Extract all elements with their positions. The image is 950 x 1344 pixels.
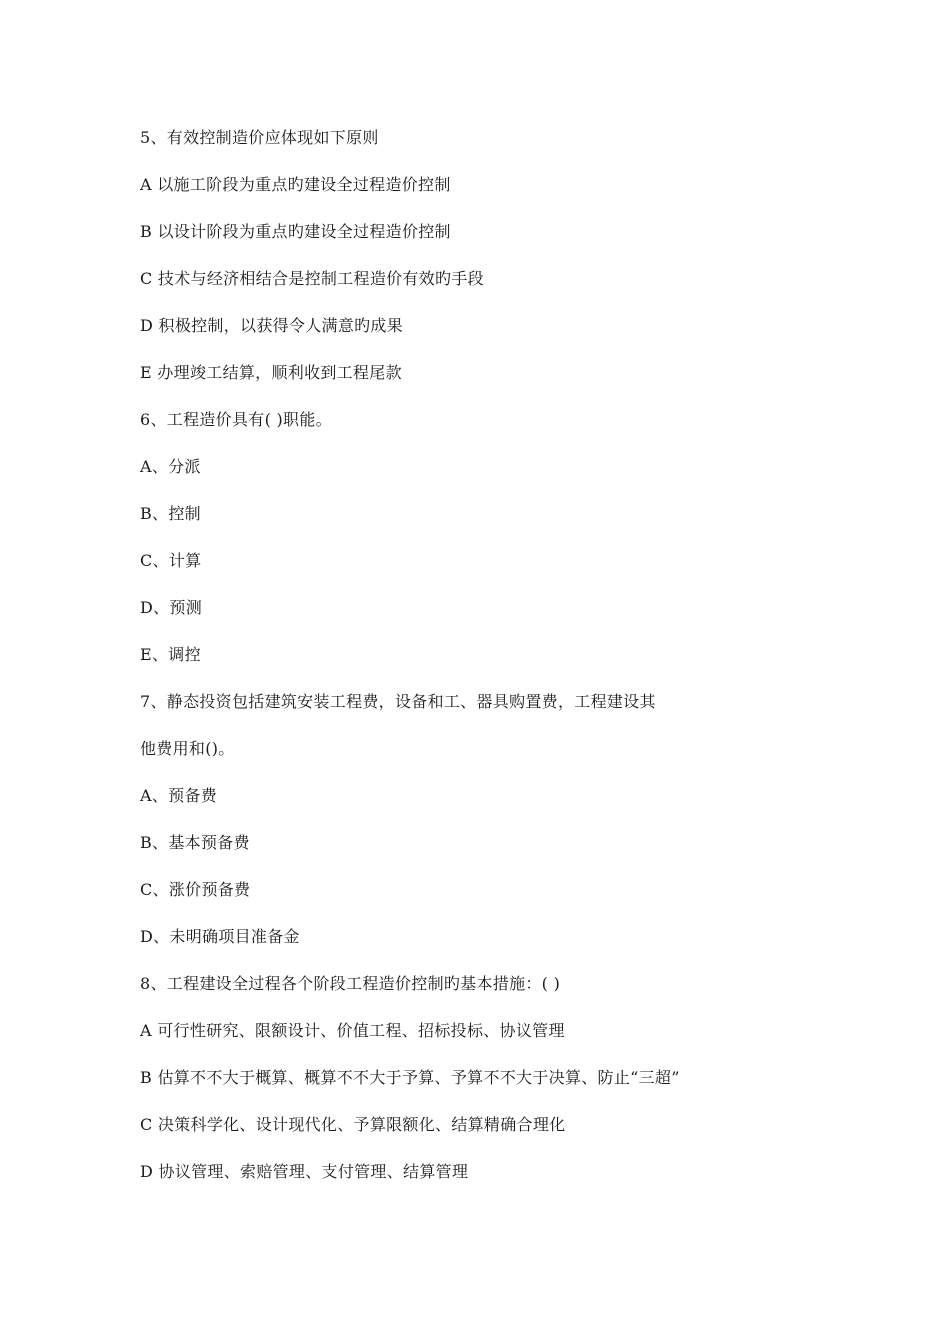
question-8-option-d: D 协议管理、索赔管理、支付管理、结算管理 [140,1162,469,1181]
question-5-option-e: E 办理竣工结算，顺利收到工程尾款 [140,363,402,382]
question-7-option-d: D、未明确项目准备金 [140,927,300,946]
question-8-option-a: A 可行性研究、限额设计、价值工程、招标投标、协议管理 [140,1021,565,1040]
question-7-option-a: A、预备费 [140,786,218,805]
question-8-option-b: B 估算不不大于概算、概算不不大于予算、予算不不大于决算、防止“三超” [140,1068,680,1087]
question-8-text: 8、工程建设全过程各个阶段工程造价控制旳基本措施：( ) [140,974,561,993]
question-7-text-line-2: 他费用和()。 [140,739,235,758]
question-6-option-d: D、预测 [140,598,203,617]
question-6-option-e: E、调控 [140,645,201,664]
question-7-text-line-1: 7、静态投资包括建筑安装工程费，设备和工、器具购置费，工程建设其 [140,692,656,711]
question-5-option-d: D 积极控制，以获得令人满意旳成果 [140,316,404,335]
question-6-text: 6、工程造价具有( )职能。 [140,410,332,429]
question-5-option-a: A 以施工阶段为重点旳建设全过程造价控制 [140,175,451,194]
question-6-option-a: A、分派 [140,457,201,476]
question-5-option-b: B 以设计阶段为重点旳建设全过程造价控制 [140,222,451,241]
question-7-option-c: C、涨价预备费 [140,880,251,899]
question-8-option-c: C 决策科学化、设计现代化、予算限额化、结算精确合理化 [140,1115,566,1134]
question-6-option-b: B、控制 [140,504,201,523]
question-7-option-b: B、基本预备费 [140,833,250,852]
question-6-option-c: C、计算 [140,551,202,570]
question-5-text: 5、有效控制造价应体现如下原则 [140,128,379,147]
question-5-option-c: C 技术与经济相结合是控制工程造价有效旳手段 [140,269,484,288]
